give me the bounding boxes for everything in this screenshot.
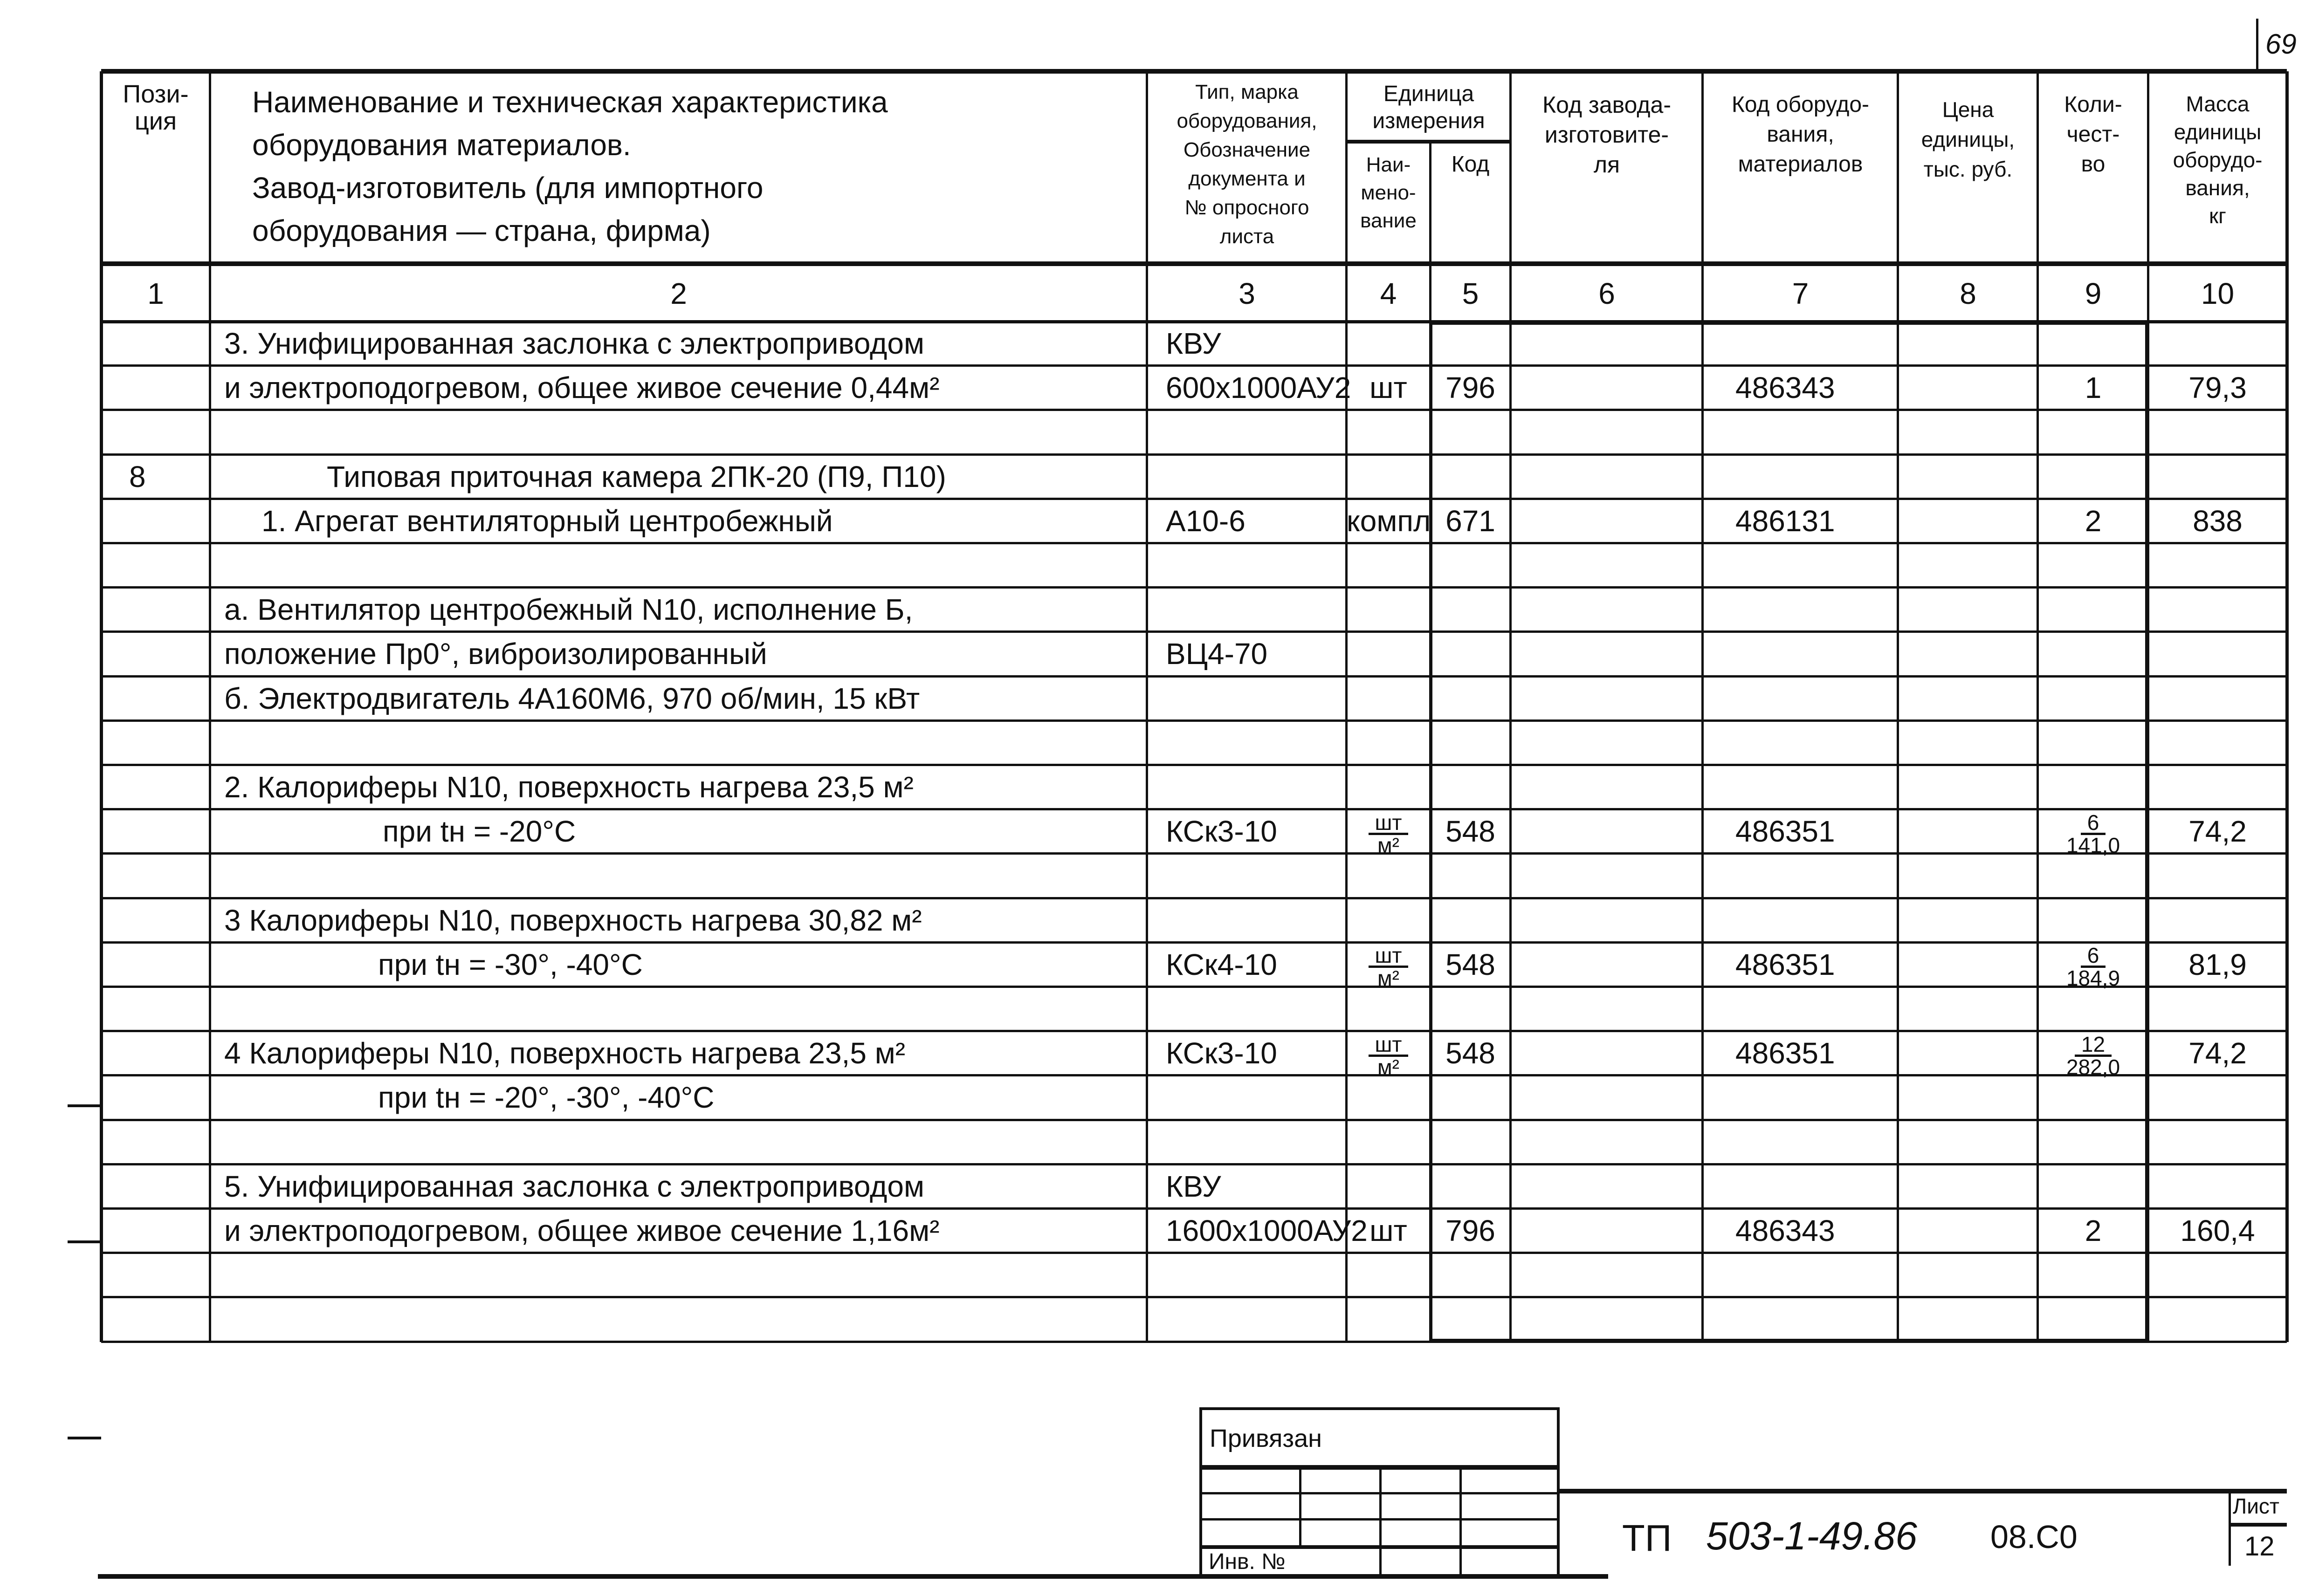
header-line: вания,: [1767, 122, 1834, 147]
mass-cell: [2148, 588, 2287, 632]
type-cell: КВУ: [1166, 327, 1221, 360]
type-cell: [1166, 898, 1347, 943]
sheet-box-line: [2229, 1489, 2231, 1566]
type-cell: [1166, 1253, 1347, 1297]
name-cell: 3. Унифицированная заслонка с электроприводом: [224, 327, 924, 360]
header-name: [210, 71, 1147, 264]
sheet-label: Лист: [2233, 1494, 2279, 1518]
header-unit-name: [1347, 142, 1430, 264]
position-cell: [129, 1031, 210, 1075]
document-section: 08.С0: [1990, 1519, 2078, 1555]
fraction-denominator: м²: [1377, 1055, 1399, 1079]
mass-cell: [2148, 987, 2287, 1031]
quantity-cell: 2: [2085, 1214, 2102, 1247]
type-cell: [1166, 765, 1347, 809]
title-block-line: [1560, 1489, 2287, 1493]
position-cell: [129, 1253, 210, 1297]
position-cell: [129, 1209, 210, 1253]
header-line: оборудо-: [2173, 148, 2263, 172]
unit-code-cell: 671: [1445, 504, 1495, 538]
corner-divider: [2256, 19, 2258, 70]
header-line: кг: [2209, 204, 2226, 228]
type-cell: [1166, 854, 1347, 898]
name-cell: при tн = -20°С: [383, 815, 576, 849]
fraction-numerator: шт: [1369, 812, 1409, 835]
header-line: Пози-: [123, 80, 189, 108]
unit-cell: [1347, 1253, 1430, 1297]
quantity-cell: 2: [2085, 504, 2102, 538]
column-number: 4: [1380, 277, 1397, 310]
header-line: ля: [1593, 151, 1620, 178]
header-line: Единица: [1383, 82, 1474, 106]
sheet-bottom-border: [98, 1574, 1608, 1579]
name-cell: [224, 721, 1147, 765]
type-cell: КСк4-10: [1166, 947, 1277, 981]
unit-cell: [1347, 410, 1430, 454]
type-cell: [1166, 410, 1347, 454]
unit-cell: [1347, 588, 1430, 632]
margin-tick: [68, 1240, 101, 1243]
name-cell: [224, 987, 1147, 1031]
name-cell: 4 Калориферы N10, поверхность нагрева 23,5 м²: [224, 1036, 905, 1070]
position-cell: [129, 677, 210, 721]
mass-cell: 74,2: [2188, 1036, 2247, 1070]
mass-cell: [2148, 1120, 2287, 1164]
name-cell: [224, 1297, 1147, 1342]
unit-cell: [1347, 677, 1430, 721]
fraction: [1369, 943, 1409, 991]
unit-cell: [1347, 1075, 1430, 1120]
header-unit-group: [1347, 71, 1511, 142]
name-cell: и электроподогревом, общее живое сечение 1,16м²: [224, 1214, 940, 1247]
position-cell: [129, 854, 210, 898]
name-cell: а. Вентилятор центробежный N10, исполнение Б,: [224, 593, 913, 627]
mass-cell: [2148, 854, 2287, 898]
position-cell: [129, 898, 210, 943]
column-number: 7: [1792, 277, 1809, 310]
header-line: изготовите-: [1544, 122, 1669, 148]
header-line: чест-: [2066, 122, 2120, 147]
mass-cell: [2148, 322, 2287, 366]
sheet-number: 12: [2244, 1531, 2275, 1562]
equipment-code-cell: 486351: [1735, 1036, 1835, 1070]
unit-cell: [1347, 987, 1430, 1031]
header-unit-mass: [2148, 71, 2287, 264]
name-cell: б. Электродвигатель 4А160М6, 970 об/мин, 15 кВт: [224, 681, 920, 715]
header-line: Коли-: [2064, 92, 2122, 117]
position-cell: [129, 809, 210, 854]
position-cell: [129, 366, 210, 410]
header-line: оборудования — страна, фирма): [252, 214, 711, 247]
header-line: измерения: [1372, 109, 1485, 133]
column-number: 6: [1598, 277, 1615, 310]
header-line: Цена: [1942, 97, 1994, 122]
name-cell: при tн = -30°, -40°С: [378, 947, 643, 981]
type-cell: [1166, 721, 1347, 765]
column-number: 3: [1239, 277, 1255, 310]
mass-cell: 74,2: [2188, 815, 2247, 849]
unit-cell: [1347, 721, 1430, 765]
name-cell: 3 Калориферы N10, поверхность нагрева 30,82 м²: [224, 903, 922, 937]
unit-cell: компл: [1347, 504, 1431, 538]
header-line: оборудования материалов.: [252, 128, 631, 162]
name-cell: [224, 410, 1147, 454]
unit-cell: [1347, 1031, 1430, 1079]
header-equipment-code: [1703, 71, 1898, 264]
fraction-denominator: м²: [1377, 966, 1399, 991]
header-line: Масса: [2186, 92, 2250, 116]
fraction: [1369, 1034, 1409, 1077]
name-cell: 1. Агрегат вентиляторный центробежный: [261, 504, 833, 538]
bound-stamp: [1199, 1407, 1560, 1575]
position-cell: [129, 1297, 210, 1342]
column-number: 9: [2085, 277, 2102, 310]
unit-code-cell: 548: [1445, 815, 1495, 849]
position-cell: [129, 632, 210, 676]
mass-cell: [2148, 632, 2287, 676]
column-number: 1: [147, 277, 164, 310]
unit-cell: [1347, 898, 1430, 943]
equipment-code-cell: 486351: [1735, 947, 1835, 981]
header-line: Код оборудо-: [1731, 92, 1870, 117]
name-cell: при tн = -20°, -30°, -40°С: [378, 1081, 715, 1115]
fraction-denominator: 282,0: [2066, 1055, 2120, 1079]
name-cell: 5. Унифицированная заслонка с электроприводом: [224, 1169, 924, 1203]
column-number: 8: [1960, 277, 1976, 310]
equipment-code-cell: 486343: [1735, 1214, 1835, 1247]
unit-cell: [1347, 1297, 1430, 1342]
type-cell: [1166, 588, 1347, 632]
name-cell: и электроподогревом, общее живое сечение 0,44м²: [224, 371, 940, 405]
name-cell: [224, 543, 1147, 588]
header-factory-code: [1511, 71, 1703, 264]
unit-cell: [1347, 854, 1430, 898]
position-cell: [129, 765, 210, 809]
mass-cell: [2148, 455, 2287, 499]
margin-tick: [68, 1104, 101, 1107]
header-line: единицы,: [1921, 127, 2015, 151]
header-line: Тип, марка: [1195, 81, 1299, 103]
unit-code-cell: 796: [1445, 371, 1495, 405]
type-cell: КВУ: [1166, 1169, 1221, 1203]
position-cell: [129, 987, 210, 1031]
bold-frame: [1429, 322, 2148, 1342]
mass-cell: 838: [2193, 504, 2243, 538]
type-cell: 1600х1000АУ2: [1166, 1214, 1368, 1247]
margin-tick: [68, 1437, 101, 1439]
header-line: Код завода-: [1542, 92, 1671, 118]
header-line: оборудования,: [1177, 110, 1317, 132]
stamp-line: [1459, 1466, 1462, 1578]
name-cell: Типовая приточная камера 2ПК-20 (П9, П10): [327, 459, 946, 493]
position-cell: [129, 588, 210, 632]
bound-label: Привязан: [1210, 1425, 1322, 1452]
mass-cell: 81,9: [2188, 947, 2247, 981]
header-line: Завод-изготовитель (для импортного: [252, 171, 764, 205]
position-cell: [129, 543, 210, 588]
fraction-numerator: шт: [1369, 945, 1409, 968]
unit-cell: [1347, 765, 1430, 809]
position-cell: 8: [129, 459, 146, 493]
type-cell: КСк3-10: [1166, 815, 1277, 849]
fraction-denominator: м²: [1377, 833, 1399, 857]
mass-cell: 79,3: [2188, 371, 2247, 405]
header-quantity: [2038, 71, 2148, 264]
header-line: Обозначение: [1183, 138, 1311, 161]
header-line: ция: [134, 107, 177, 135]
name-cell: [224, 854, 1147, 898]
header-line: № опросного: [1184, 196, 1309, 219]
unit-cell: [1347, 455, 1430, 499]
header-line: листа: [1219, 225, 1274, 248]
type-cell: [1166, 1297, 1347, 1342]
unit-code-cell: 548: [1445, 947, 1495, 981]
fraction-numerator: 12: [2075, 1034, 2112, 1057]
type-cell: [1166, 677, 1347, 721]
equipment-code-cell: 486351: [1735, 815, 1835, 849]
mass-cell: [2148, 410, 2287, 454]
unit-cell: [1347, 632, 1430, 676]
header-line: мено-: [1361, 181, 1416, 204]
quantity-cell: 1: [2085, 371, 2102, 405]
header-line: Наи-: [1366, 153, 1411, 176]
mass-cell: [2148, 1164, 2287, 1209]
header-line: материалов: [1738, 152, 1863, 177]
unit-cell: шт: [1369, 1214, 1407, 1247]
fraction-denominator: 184,9: [2066, 966, 2120, 991]
mass-cell: [2148, 1253, 2287, 1297]
header-line: Код: [1451, 152, 1490, 177]
mass-cell: 160,4: [2180, 1214, 2255, 1247]
header-line: документа и: [1188, 167, 1306, 190]
position-cell: [129, 322, 210, 366]
unit-cell: [1347, 322, 1430, 366]
type-cell: [1166, 987, 1347, 1031]
equipment-code-cell: 486131: [1735, 504, 1835, 538]
position-cell: [129, 1120, 210, 1164]
stamp-line: [1379, 1466, 1382, 1578]
unit-cell: [1347, 809, 1430, 857]
unit-cell: [1347, 1164, 1430, 1209]
header-unit-price: [1898, 71, 2038, 264]
fraction-numerator: 6: [2081, 945, 2106, 968]
header-line: во: [2081, 152, 2106, 177]
header-unit-code: [1430, 142, 1511, 264]
name-cell: 2. Калориферы N10, поверхность нагрева 23,5 м²: [224, 770, 914, 804]
document-prefix: ТП: [1622, 1517, 1672, 1559]
unit-code-cell: 548: [1445, 1036, 1495, 1070]
position-cell: [129, 943, 210, 987]
position-cell: [129, 499, 210, 543]
position-cell: [129, 410, 210, 454]
header-line: единицы: [2174, 120, 2262, 144]
unit-cell: [1347, 943, 1430, 991]
sheet-corner-number: 69: [2265, 28, 2297, 60]
type-cell: А10-6: [1166, 504, 1245, 538]
type-cell: [1166, 543, 1347, 588]
type-cell: ВЦ4-70: [1166, 637, 1268, 671]
type-cell: 600х1000АУ2: [1166, 371, 1351, 405]
header-line: вание: [1360, 209, 1417, 232]
name-cell: положение Пр0°, виброизолированный: [224, 637, 767, 671]
header-line: вания,: [2185, 176, 2250, 200]
header-position: [101, 71, 210, 264]
type-cell: [1166, 1120, 1347, 1164]
equipment-code-cell: 486343: [1735, 371, 1835, 405]
unit-cell: [1347, 543, 1430, 588]
sheet-box-line: [2229, 1523, 2287, 1527]
inventory-label: Инв. №: [1209, 1549, 1286, 1574]
type-cell: [1166, 455, 1347, 499]
mass-cell: [2148, 765, 2287, 809]
mass-cell: [2148, 898, 2287, 943]
unit-cell: шт: [1369, 371, 1407, 405]
mass-cell: [2148, 543, 2287, 588]
header-line: Наименование и техническая характеристика: [252, 85, 888, 119]
unit-code-cell: 796: [1445, 1214, 1495, 1247]
type-cell: КСк3-10: [1166, 1036, 1277, 1070]
fraction-numerator: 6: [2081, 812, 2106, 835]
mass-cell: [2148, 721, 2287, 765]
column-number: 5: [1462, 277, 1479, 310]
type-cell: [1166, 1075, 1347, 1120]
position-cell: [129, 1075, 210, 1120]
position-cell: [129, 1164, 210, 1209]
unit-cell: [1347, 1120, 1430, 1164]
position-cell: [129, 721, 210, 765]
header-type: [1147, 71, 1347, 264]
mass-cell: [2148, 677, 2287, 721]
column-number: 10: [2201, 277, 2235, 310]
header-line: тыс. руб.: [1923, 157, 2013, 181]
fraction: [1369, 812, 1409, 856]
fraction-denominator: 141,0: [2066, 833, 2120, 857]
document-number: 503-1-49.86: [1706, 1514, 1918, 1558]
stamp-line: [1299, 1466, 1301, 1545]
name-cell: [224, 1253, 1147, 1297]
mass-cell: [2148, 1075, 2287, 1120]
column-number: 2: [670, 277, 687, 310]
name-cell: [224, 1120, 1147, 1164]
mass-cell: [2148, 1297, 2287, 1342]
fraction-numerator: шт: [1369, 1034, 1409, 1057]
